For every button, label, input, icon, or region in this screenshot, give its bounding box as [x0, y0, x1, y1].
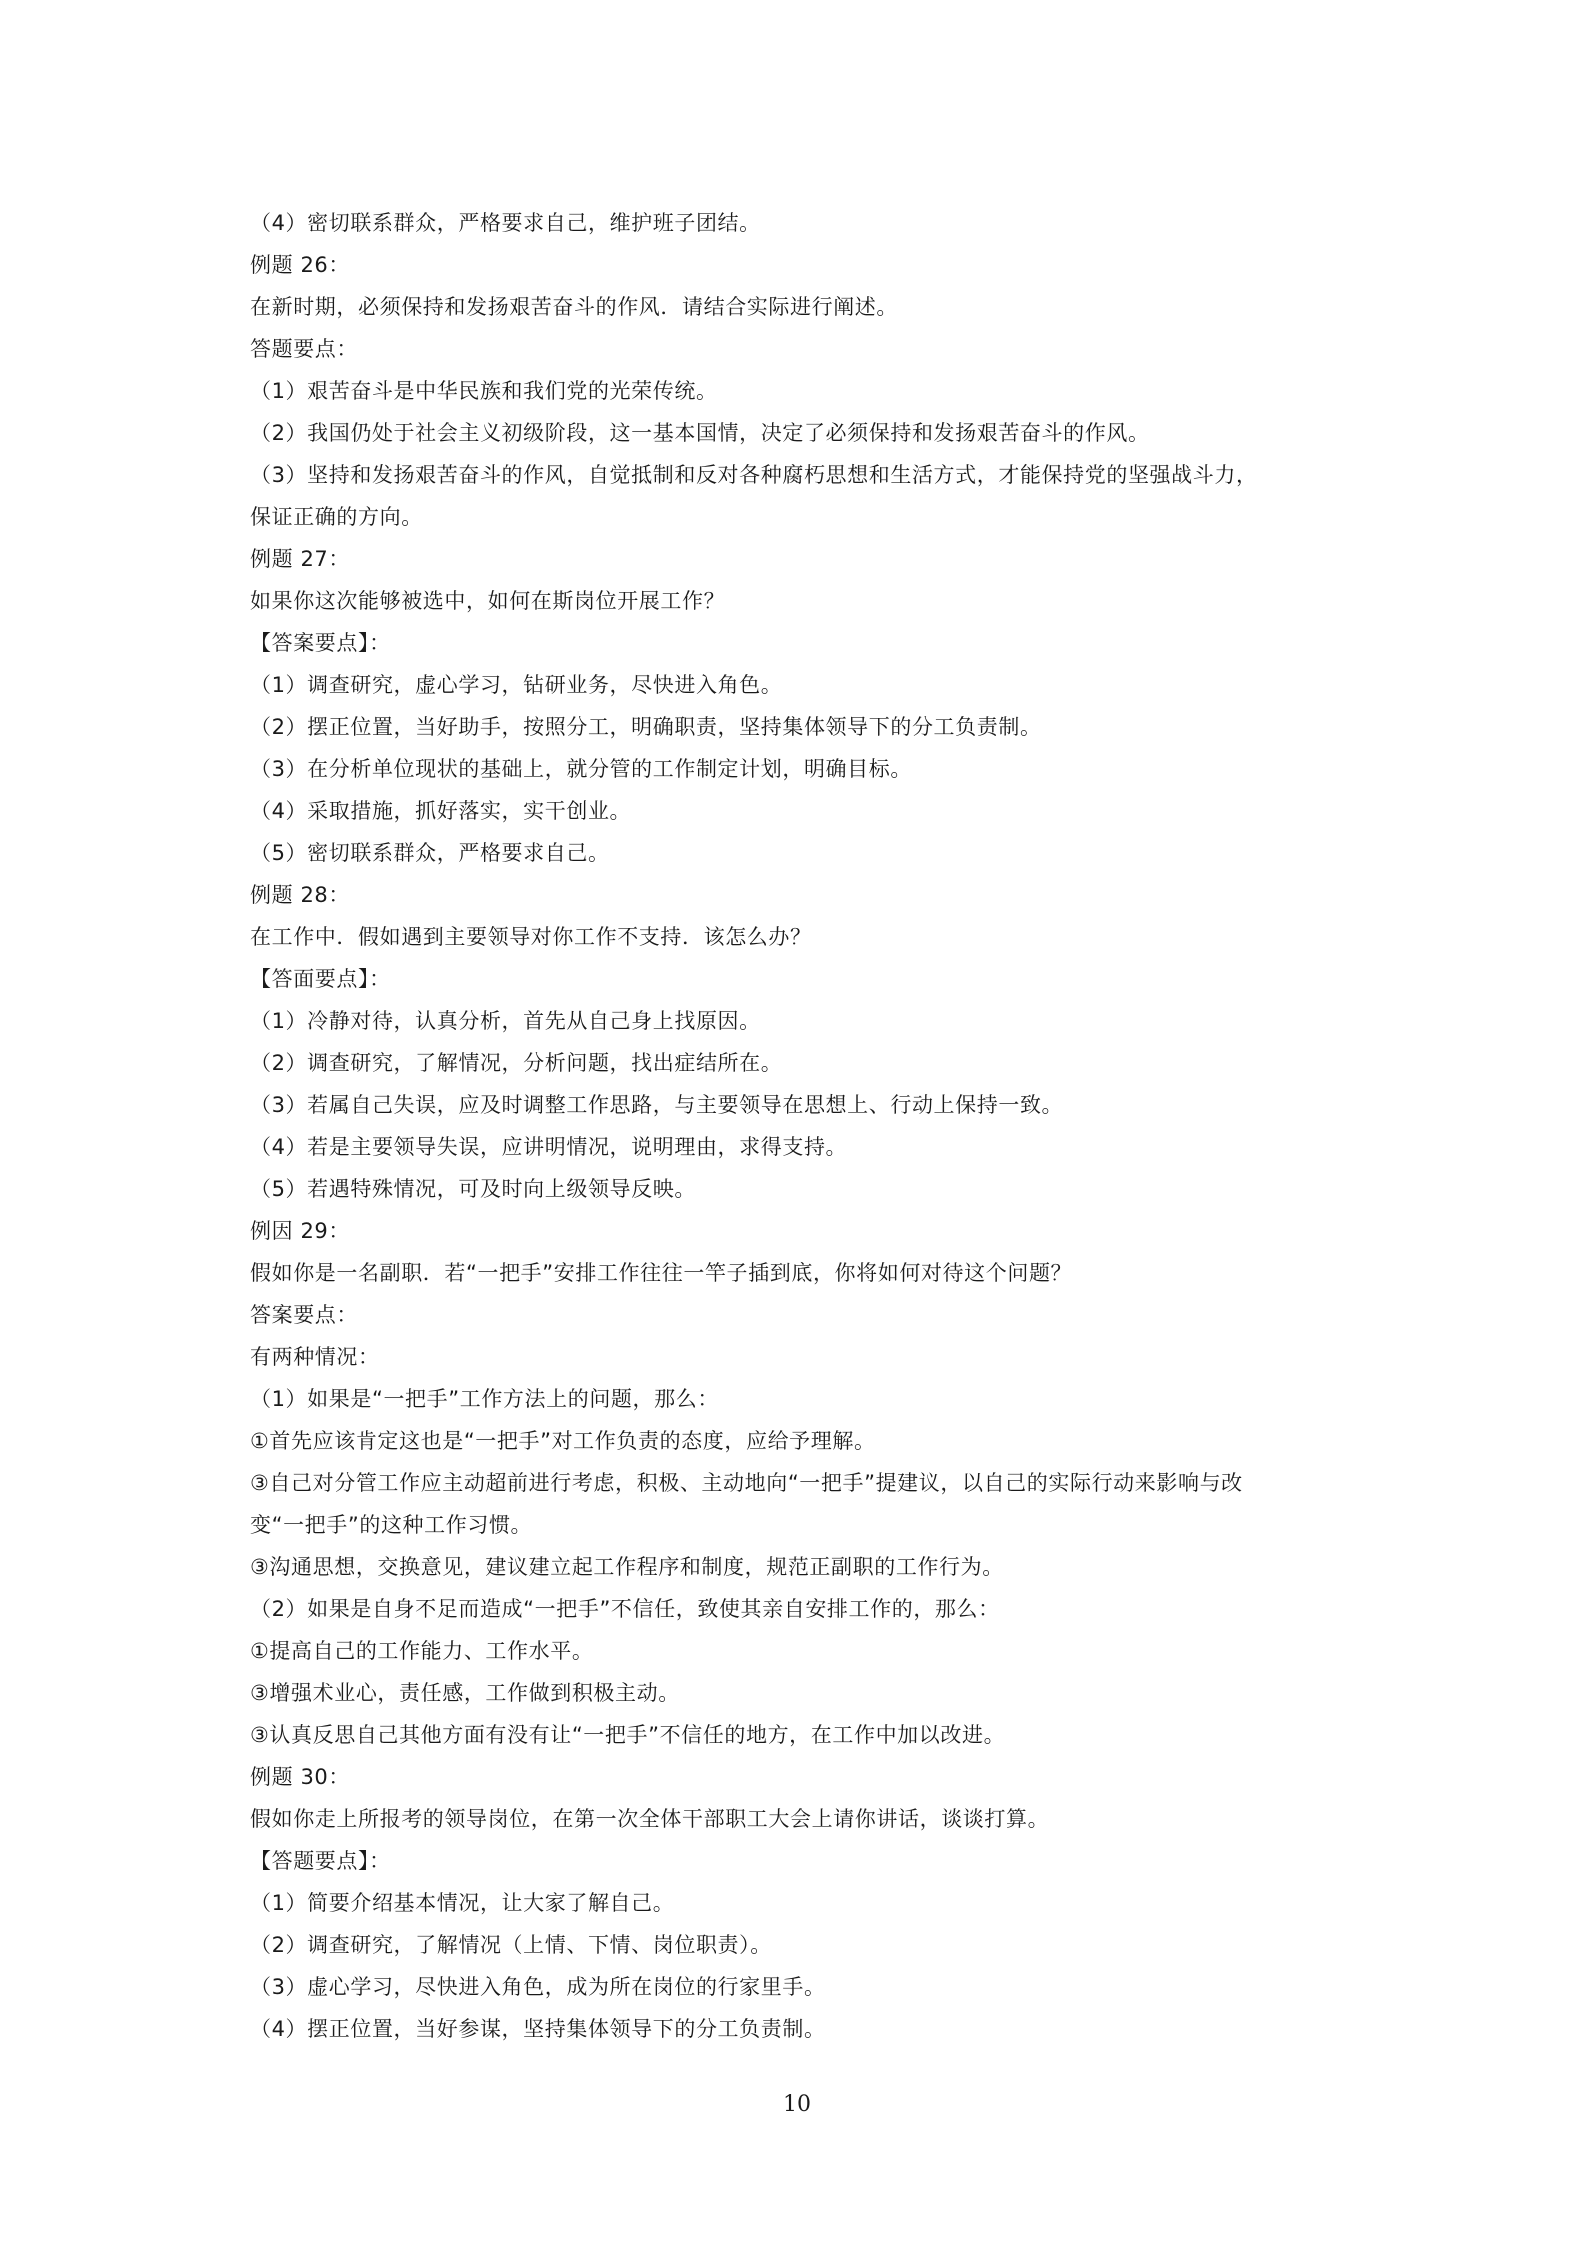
- text-line: （4）密切联系群众，严格要求自己，维护班子团结。: [250, 211, 761, 235]
- text-line: ③增强术业心，责任感，工作做到积极主动。: [250, 1681, 680, 1705]
- text-line: （4）采取措施，抓好落实，实干创业。: [250, 799, 632, 823]
- text-line: （2）调查研究，了解情况（上情、下情、岗位职责）。: [250, 1933, 772, 1957]
- text-line: 假如你是一名副职．若“一把手”安排工作往往一竿子插到底，你将如何对待这个问题？: [250, 1261, 1073, 1285]
- text-line: 如果你这次能够被选中，如何在斯岗位开展工作？: [250, 589, 726, 613]
- text-line: 例题 28：: [250, 883, 350, 907]
- text-line: ①提高自己的工作能力、工作水平。: [250, 1639, 594, 1663]
- text-line: 例题 30：: [250, 1765, 350, 1789]
- text-line: （1）如果是“一把手”工作方法上的问题，那么：: [250, 1387, 719, 1411]
- text-line: 在新时期，必须保持和发扬艰苦奋斗的作风．请结合实际进行阐述。: [250, 295, 898, 319]
- text-line: ①首先应该肯定这也是“一把手”对工作负责的态度，应给予理解。: [250, 1429, 876, 1453]
- text-line: （2）如果是自身不足而造成“一把手”不信任，致使其亲自安排工作的，那么：: [250, 1597, 1000, 1621]
- text-line: 【答面要点】：: [250, 967, 391, 991]
- page-number: 10: [783, 2092, 811, 2117]
- text-line: 变“一把手”的这种工作习惯。: [250, 1513, 533, 1537]
- text-line: （1）冷静对待，认真分析，首先从自己身上找原因。: [250, 1009, 761, 1033]
- text-line: 例因 29：: [250, 1219, 350, 1243]
- page-body: [250, 202, 1360, 2050]
- text-line: （2）调查研究，了解情况，分析问题，找出症结所在。: [250, 1051, 783, 1075]
- text-line: 例题 27：: [250, 547, 350, 571]
- text-line: （2）摆正位置，当好助手，按照分工，明确职责，坚持集体领导下的分工负责制。: [250, 715, 1042, 739]
- text-line: （1）调查研究，虚心学习，钻研业务，尽快进入角色。: [250, 673, 783, 697]
- text-line: （3）在分析单位现状的基础上，就分管的工作制定计划，明确目标。: [250, 757, 912, 781]
- text-line: （3）虚心学习，尽快进入角色，成为所在岗位的行家里手。: [250, 1975, 826, 1999]
- text-line: （3）坚持和发扬艰苦奋斗的作风，自觉抵制和反对各种腐朽思想和生活方式，才能保持党的坚强战斗力，: [250, 463, 1258, 487]
- text-line: 答题要点：: [250, 337, 358, 361]
- text-line: 假如你走上所报考的领导岗位，在第一次全体干部职工大会上请你讲话，谈谈打算。: [250, 1807, 1050, 1831]
- text-line: 在工作中．假如遇到主要领导对你工作不支持．该怎么办？: [250, 925, 812, 949]
- text-line: （5）若遇特殊情况，可及时向上级领导反映。: [250, 1177, 696, 1201]
- text-line: ③沟通思想，交换意见，建议建立起工作程序和制度，规范正副职的工作行为。: [250, 1555, 1004, 1579]
- text-line: ③认真反思自己其他方面有没有让“一把手”不信任的地方，在工作中加以改进。: [250, 1723, 1006, 1747]
- text-line: （5）密切联系群众，严格要求自己。: [250, 841, 610, 865]
- text-line: （3）若属自己失误，应及时调整工作思路，与主要领导在思想上、行动上保持一致。: [250, 1093, 1064, 1117]
- text-line: 【答案要点】：: [250, 631, 391, 655]
- text-line: （1）简要介绍基本情况，让大家了解自己。: [250, 1891, 675, 1915]
- text-line: 保证正确的方向。: [250, 505, 423, 529]
- text-line: （1）艰苦奋斗是中华民族和我们党的光荣传统。: [250, 379, 718, 403]
- text-line: 例题 26：: [250, 253, 350, 277]
- text-line: 有两种情况：: [250, 1345, 380, 1369]
- text-line: ③自己对分管工作应主动超前进行考虑，积极、主动地向“一把手”提建议，以自己的实际行动来影响与改: [250, 1471, 1243, 1495]
- text-line: 【答题要点】：: [250, 1849, 391, 1873]
- text-line: （4）摆正位置，当好参谋，坚持集体领导下的分工负责制。: [250, 2017, 826, 2041]
- text-line: （2）我国仍处于社会主义初级阶段，这一基本国情，决定了必须保持和发扬艰苦奋斗的作风。: [250, 421, 1150, 445]
- text-line: （4）若是主要领导失误，应讲明情况，说明理由，求得支持。: [250, 1135, 848, 1159]
- text-line: 答案要点：: [250, 1303, 358, 1327]
